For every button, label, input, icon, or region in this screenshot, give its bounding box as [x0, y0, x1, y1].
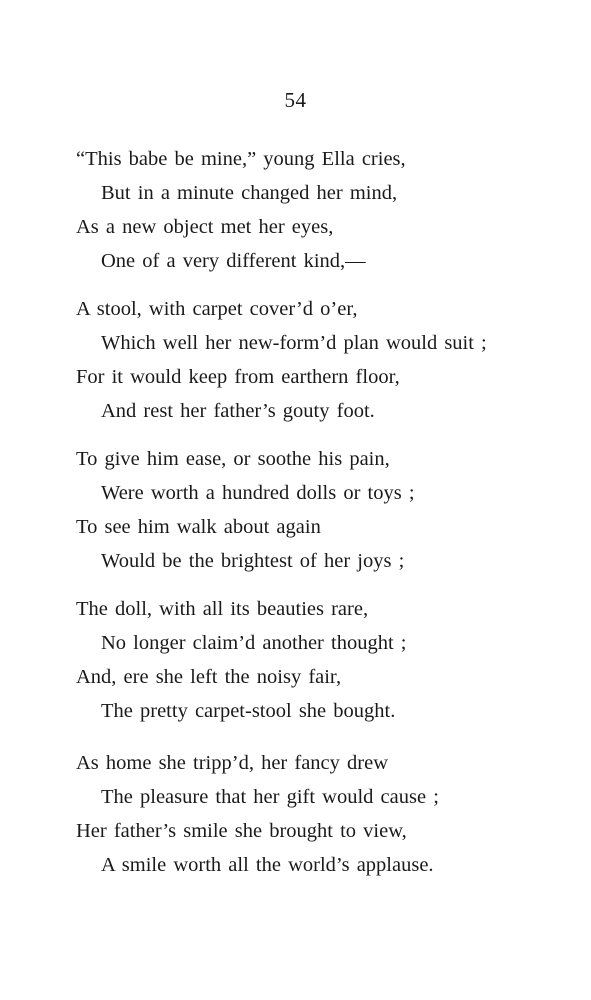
poem-line: For it would keep from earthern floor, — [76, 366, 400, 388]
poem-line: As a new object met her eyes, — [76, 216, 334, 238]
poem-line: No longer claim’d another thought ; — [101, 632, 407, 654]
poem-line: To give him ease, or soothe his pain, — [76, 448, 390, 470]
poem-line: Would be the brightest of her joys ; — [101, 550, 405, 572]
poem-line: But in a minute changed her mind, — [101, 182, 398, 204]
poem-line: The pretty carpet-stool she bought. — [101, 700, 396, 722]
poem-line: And rest her father’s gouty foot. — [101, 400, 375, 422]
poem-line: Her father’s smile she brought to view, — [76, 820, 407, 842]
poem-line: Which well her new-form’d plan would suit ; — [101, 332, 487, 354]
poem-line: The doll, with all its beauties rare, — [76, 598, 369, 620]
poem-line: To see him walk about again — [76, 516, 321, 538]
poem-line: A stool, with carpet cover’d o’er, — [76, 298, 358, 320]
poem-line: A smile worth all the world’s applause. — [101, 854, 434, 876]
poem-line: One of a very different kind,— — [101, 250, 366, 272]
poem-line: The pleasure that her gift would cause ; — [101, 786, 439, 808]
poem-line: And, ere she left the noisy fair, — [76, 666, 342, 688]
poem-line: “This babe be mine,” young Ella cries, — [76, 148, 406, 170]
page-number: 54 — [284, 88, 307, 112]
poem-line: As home she tripp’d, her fancy drew — [76, 752, 389, 774]
poem-line: Were worth a hundred dolls or toys ; — [101, 482, 415, 504]
